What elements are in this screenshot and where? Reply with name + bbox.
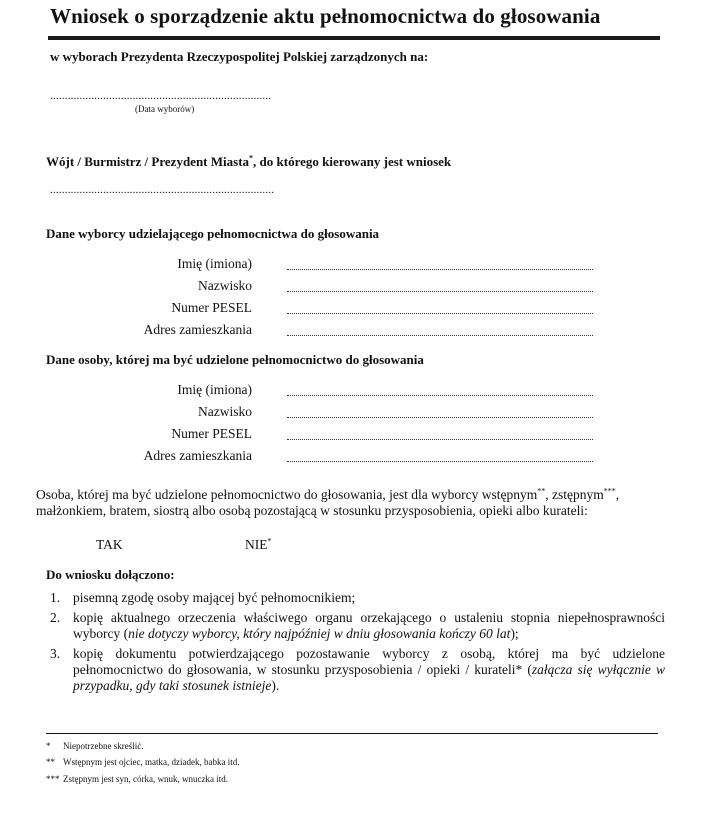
attachments-heading: Do wniosku dołączono: bbox=[46, 567, 175, 582]
option-no[interactable]: NIE* bbox=[245, 536, 272, 552]
voter-pesel-field[interactable] bbox=[287, 313, 593, 314]
election-date-field[interactable]: ........................................................................... bbox=[50, 90, 272, 102]
relation-statement: Osoba, której ma być udzielone pełnomocnictwo do głosowania, jest dla wyborcy wstępnym**, zstępnym***, małżonkiem, bratem, siostrą albo osobą pozostającą w stosunku przysposobienia, opieki albo kurateli: bbox=[36, 486, 620, 518]
attachments-list bbox=[50, 590, 665, 694]
voter-pesel-label: Numer PESEL bbox=[171, 300, 252, 315]
voter-address-label: Adres zamieszkania bbox=[143, 322, 252, 337]
footnote-2: ** Wstępnym jest ojciec, matka, dziadek, babka itd. bbox=[46, 757, 240, 767]
proxy-address-field[interactable] bbox=[287, 461, 593, 462]
proxy-section-heading: Dane osoby, której ma być udzielone pełnomocnictwo do głosowania bbox=[46, 352, 424, 367]
voter-address-field[interactable] bbox=[287, 335, 593, 336]
election-date-caption: (Data wyborów) bbox=[135, 104, 195, 114]
list-item: 2. kopię aktualnego orzeczenia właściwego organu orzekającego o ustaleniu stopnia niepełnosprawności wyborcy (nie dotyczy wyborcy, który najpóźniej w dniu głosowania kończy 60 lat); bbox=[50, 610, 665, 641]
voter-first-name-field[interactable] bbox=[287, 269, 593, 270]
authority-heading: Wójt / Burmistrz / Prezydent Miasta*, do którego kierowany jest wniosek bbox=[46, 153, 452, 169]
voter-section-heading: Dane wyborcy udzielającego pełnomocnictwa do głosowania bbox=[46, 226, 380, 241]
voter-first-name-label: Imię (imiona) bbox=[177, 256, 252, 271]
footnote-mark: * bbox=[249, 153, 254, 163]
proxy-last-name-label: Nazwisko bbox=[198, 404, 252, 419]
proxy-first-name-label: Imię (imiona) bbox=[177, 382, 252, 397]
footnote-divider bbox=[46, 733, 658, 734]
form-subtitle: w wyborach Prezydenta Rzeczypospolitej Polskiej zarządzonych na: bbox=[50, 49, 429, 64]
title-underline bbox=[48, 36, 660, 40]
voter-last-name-label: Nazwisko bbox=[198, 278, 252, 293]
proxy-last-name-field[interactable] bbox=[287, 417, 593, 418]
authority-field[interactable]: ............................................................................ bbox=[50, 184, 275, 196]
list-item: 3. kopię dokumentu potwierdzającego pozostawanie wyborcy z osobą, której ma być udzielone pełnomocnictwo do głosowania, w stosunku przysposobienia / opieki / kurateli* (załącza się wyłącznie w przypadku, gdy taki stosunek istnieje). bbox=[50, 646, 665, 693]
proxy-pesel-label: Numer PESEL bbox=[171, 426, 252, 441]
form-title: Wniosek o sporządzenie aktu pełnomocnictwa do głosowania bbox=[50, 4, 601, 28]
list-item: 1. pisemną zgodę osoby mającej być pełnomocnikiem; bbox=[50, 590, 356, 605]
proxy-pesel-field[interactable] bbox=[287, 439, 593, 440]
footnote-1: * Niepotrzebne skreślić. bbox=[46, 741, 144, 751]
voter-last-name-field[interactable] bbox=[287, 291, 593, 292]
proxy-address-label: Adres zamieszkania bbox=[143, 448, 252, 463]
footnote-3: *** Zstępnym jest syn, córka, wnuk, wnuczka itd. bbox=[46, 774, 228, 784]
option-yes[interactable]: TAK bbox=[96, 537, 123, 552]
proxy-first-name-field[interactable] bbox=[287, 395, 593, 396]
